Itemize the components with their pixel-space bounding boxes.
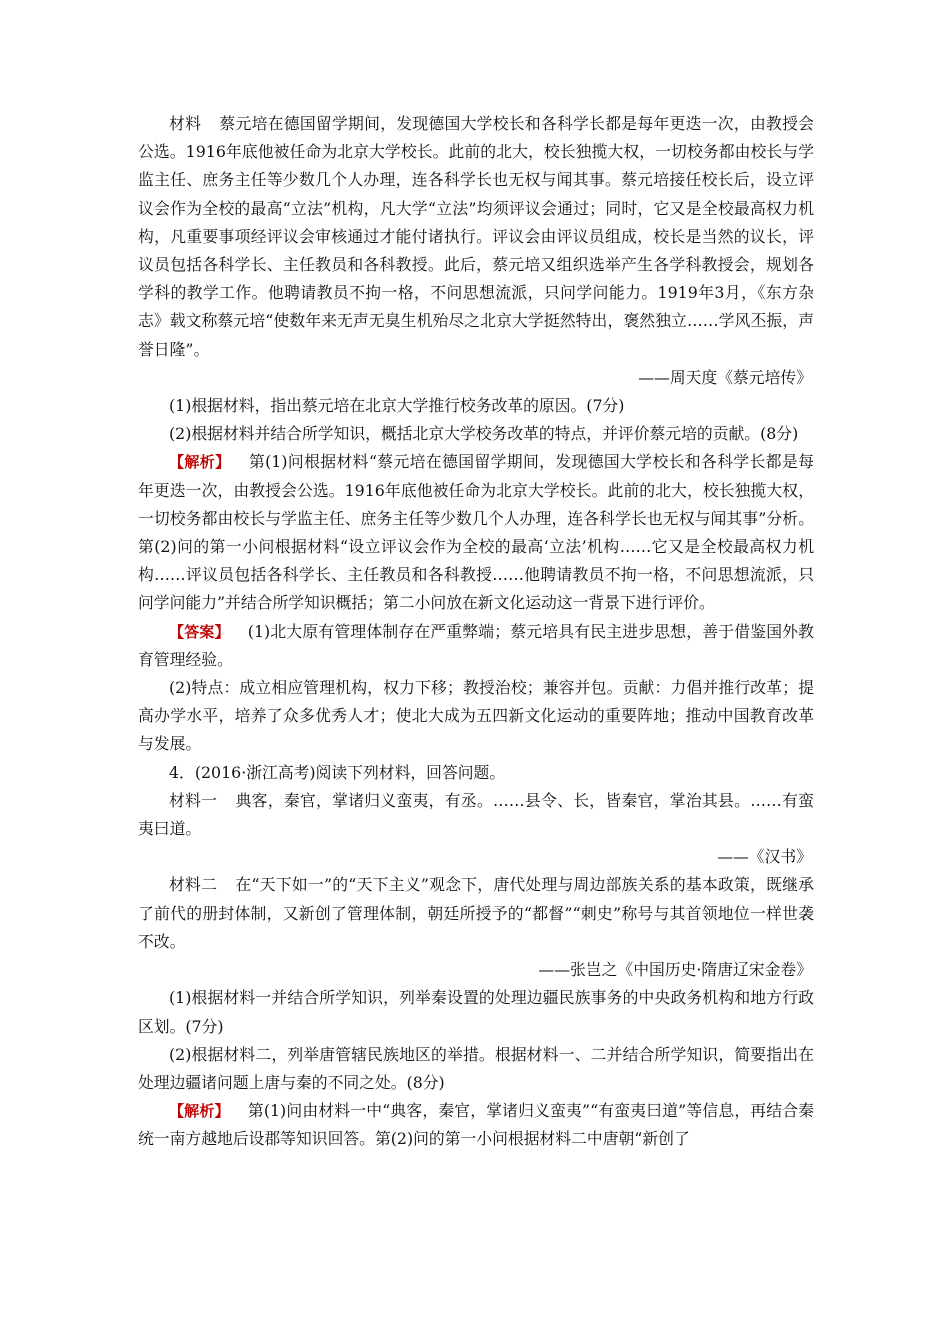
answer-tag: 【答案】 bbox=[169, 622, 230, 641]
q3-answer-2: (2)特点：成立相应管理机构，权力下移；教授治校；兼容并包。贡献：力倡并推行改革；提高办学水平，培养了众多优秀人才；使北大成为五四新文化运动的重要阵地；推动中国教育改革与发展。 bbox=[138, 678, 814, 754]
q3-material-text: 蔡元培在德国留学期间，发现德国大学校长和各科学长都是每年更迭一次，由教授会公选。1916年底他被任命为北京大学校长。此前的北大，校长独揽大权，一切校务都由校长与学监主任、庶务主任等少数几个人办理，连各科学长也无权与闻其事。蔡元培接任校长后，设立评议会作为全校的最高“立法”机构，凡大学“立法”均须评议会通过；同时，它又是全校最高权力机构，凡重要事项经评议会审核通过才能付诸执行。评议会由评议员组成，校长是当然的议长，评议员包括各科学长、主任教员和各科教授。此后，蔡元培又组织选举产生各学科教授会，规划各学科的教学工作。他聘请教员不拘一格，不问思想流派，只问学问能力。1919年3月，《东方杂志》载文称蔡元培“使数年来无声无臭生机殆尽之北京大学挺然特出，褒然独立……学风丕振，声誉日隆”。 bbox=[138, 114, 814, 359]
q4-analysis bbox=[138, 1097, 814, 1153]
q4-source-2: ——张岂之《中国历史·隋唐辽宋金卷》 bbox=[538, 960, 812, 980]
q3-material-label: 材料 bbox=[169, 114, 202, 133]
q4-question-1: (1)根据材料一并结合所学知识，列举秦设置的处理边疆民族事务的中央政务机构和地方行政区划。(7分) bbox=[138, 988, 814, 1036]
q3-analysis bbox=[138, 448, 814, 617]
q4-analysis-text: 第(1)问由材料一中“典客，秦官，掌诸归义蛮夷”“有蛮夷曰道”等信息，再结合秦统一南方越地后设郡等知识回答。第(2)问的第一小问根据材料二中唐朝“新创了 bbox=[138, 1101, 814, 1149]
q3-answer-1 bbox=[138, 618, 814, 674]
q4-material-1-label: 材料一 bbox=[169, 790, 218, 810]
q4-source-1: ——《汉书》 bbox=[717, 847, 812, 867]
q4-material-2 bbox=[138, 871, 814, 956]
q4-material-2-label: 材料二 bbox=[169, 875, 218, 895]
q3-answer-1-text: (1)北大原有管理体制存在严重弊端；蔡元培具有民主进步思想，善于借鉴国外教育管理经验。 bbox=[138, 621, 814, 669]
q4-heading: 4．(2016·浙江高考)阅读下列材料，回答问题。 bbox=[169, 762, 506, 782]
q3-question-1: (1)根据材料，指出蔡元培在北京大学推行校务改革的原因。(7分) bbox=[169, 396, 625, 416]
q4-material-1 bbox=[138, 787, 814, 843]
analysis-tag: 【解析】 bbox=[169, 1102, 230, 1121]
q3-source: ——周天度《蔡元培传》 bbox=[638, 367, 812, 387]
q4-material-1-text: 典客，秦官，掌诸归义蛮夷，有丞。……县令、长，皆秦官，掌治其县。……有蛮夷曰道。 bbox=[138, 790, 814, 839]
analysis-tag: 【解析】 bbox=[169, 453, 231, 472]
document-page bbox=[138, 110, 814, 1154]
q3-analysis-text: 第(1)问根据材料“蔡元培在德国留学期间，发现德国大学校长和各科学长都是每年更迭一次，由教授会公选。1916年底他被任命为北京大学校长。此前的北大，校长独揽大权，一切校务都由校长与学监主任、庶务主任等少数几个人办理，连各科学长也无权与闻其事”分析。第(2)问的第一小问根据材料“设立评议会作为全校的最高‘立法’机构……它又是全校最高权力机构……评议员包括各科学长、主任教员和各科教授……他聘请教员不拘一格，不问思想流派，只问学问能力”并结合所学知识概括；第二小问放在新文化运动这一背景下进行评价。 bbox=[138, 452, 814, 613]
q3-material bbox=[138, 110, 814, 364]
q4-material-2-text: 在“天下如一”的“天下主义”观念下，唐代处理与周边部族关系的基本政策，既继承了前代的册封体制，又新创了管理体制，朝廷所授予的“都督”“刺史”称号与其首领地位一样世袭不改。 bbox=[138, 875, 814, 951]
q3-question-2: (2)根据材料并结合所学知识，概括北京大学校务改革的特点，并评价蔡元培的贡献。(8分) bbox=[169, 424, 799, 444]
q4-question-2: (2)根据材料二，列举唐管辖民族地区的举措。根据材料一、二并结合所学知识，简要指出在处理边疆诸问题上唐与秦的不同之处。(8分) bbox=[138, 1044, 814, 1092]
